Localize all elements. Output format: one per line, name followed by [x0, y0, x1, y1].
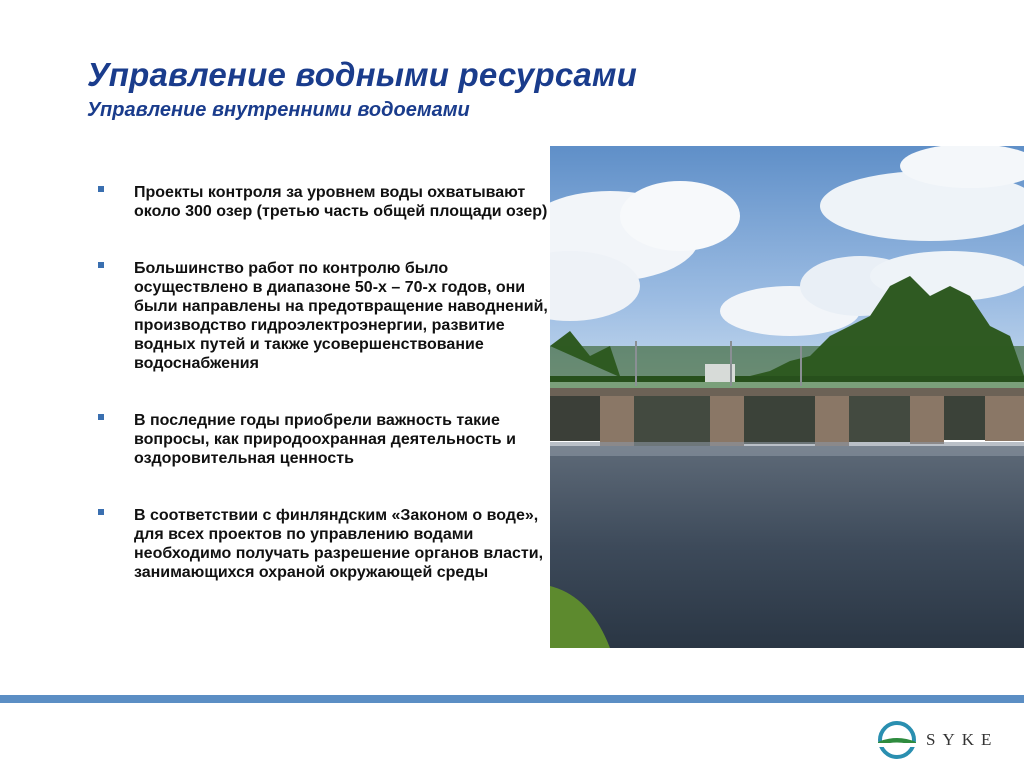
- footer-bar: [0, 695, 1024, 703]
- logo-text: SYKE: [926, 730, 999, 749]
- bullet-text: Проекты контроля за уровнем воды охватывают около 300 озер (третью часть общей площади озер): [134, 184, 548, 220]
- bullet-item: [98, 411, 558, 468]
- syke-logo: [876, 720, 998, 760]
- bullet-text: В соответствии с финляндским «Законом о воде», для всех проектов по управлению водами необходимо получать разрешение органов власти, занимающихся охраной окружающей среды: [134, 507, 544, 581]
- slide-title: Управление водными ресурсами: [87, 56, 637, 93]
- square-bullet-icon: [98, 414, 104, 420]
- bullet-item: [98, 183, 558, 221]
- square-bullet-icon: [98, 262, 104, 268]
- bullet-item: [98, 259, 558, 373]
- bullet-text: Большинство работ по контролю было осуществлено в диапазоне 50-х – 70-х годов, они были направлены на предотвращение наводнений, производство гидроэлектроэнергии, развитие водных путей и также усовершенствование водоснабжения: [134, 260, 548, 372]
- syke-logo-icon: [876, 720, 918, 760]
- bullet-list: [98, 183, 558, 620]
- square-bullet-icon: [98, 186, 104, 192]
- slide-subtitle: Управление внутренними водоемами: [87, 99, 470, 121]
- square-bullet-icon: [98, 509, 104, 515]
- dam-photo: [550, 146, 1024, 648]
- bullet-text: В последние годы приобрели важность такие вопросы, как природоохранная деятельность и оздоровительная ценность: [134, 412, 516, 467]
- bullet-item: [98, 506, 558, 582]
